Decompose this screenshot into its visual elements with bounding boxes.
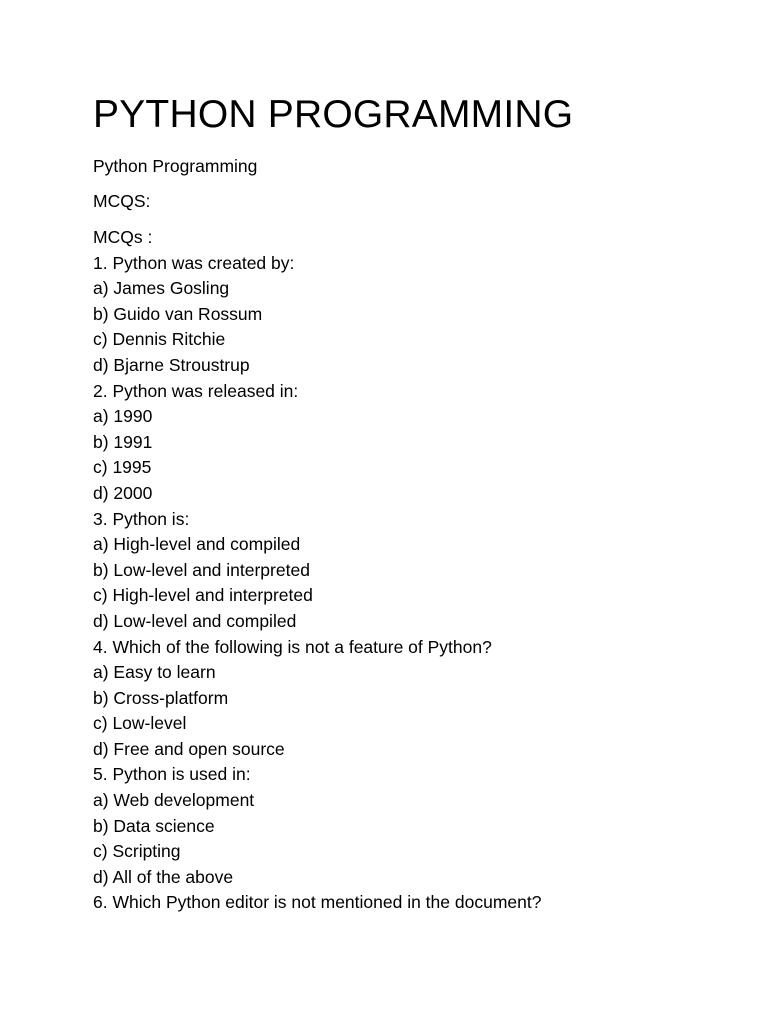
question-2: 2. Python was released in: [93,380,299,401]
mcq-label: MCQs : [93,227,153,247]
question-5: 5. Python is used in: [93,764,251,785]
question-6: 6. Which Python editor is not mentioned in the document? [93,892,542,913]
document-subtitle: Python Programming [93,156,258,176]
mcq-list [93,225,541,916]
question-2-option-a: a) 1990 [93,406,153,427]
question-2-option-d: d) 2000 [93,482,153,503]
question-1: 1. Python was created by: [93,252,295,273]
question-5-option-a: a) Web development [93,790,255,811]
question-3-option-d: d) Low-level and compiled [93,610,297,631]
question-4-option-a: a) Easy to learn [93,662,216,683]
question-3-option-c: c) High-level and interpreted [93,585,313,606]
question-4-option-d: d) Free and open source [93,738,285,759]
question-1-option-a: a) James Gosling [93,278,230,299]
question-3-option-b: b) Low-level and interpreted [93,559,310,580]
question-2-option-c: c) 1995 [93,457,152,478]
question-5-option-b: b) Data science [93,815,215,836]
question-2-option-b: b) 1991 [93,431,153,452]
question-3: 3. Python is: [93,508,190,529]
section-heading: MCQS: [93,191,151,211]
question-1-option-b: b) Guido van Rossum [93,303,263,324]
question-4-option-c: c) Low-level [93,713,187,734]
question-4-option-b: b) Cross-platform [93,687,229,708]
question-4: 4. Which of the following is not a feature of Python? [93,636,492,657]
question-1-option-d: d) Bjarne Stroustrup [93,354,250,375]
question-1-option-c: c) Dennis Ritchie [93,329,226,350]
question-5-option-d: d) All of the above [93,866,234,887]
question-5-option-c: c) Scripting [93,841,181,862]
question-3-option-a: a) High-level and compiled [93,534,301,555]
document-title: PYTHON PROGRAMMING [93,93,574,136]
